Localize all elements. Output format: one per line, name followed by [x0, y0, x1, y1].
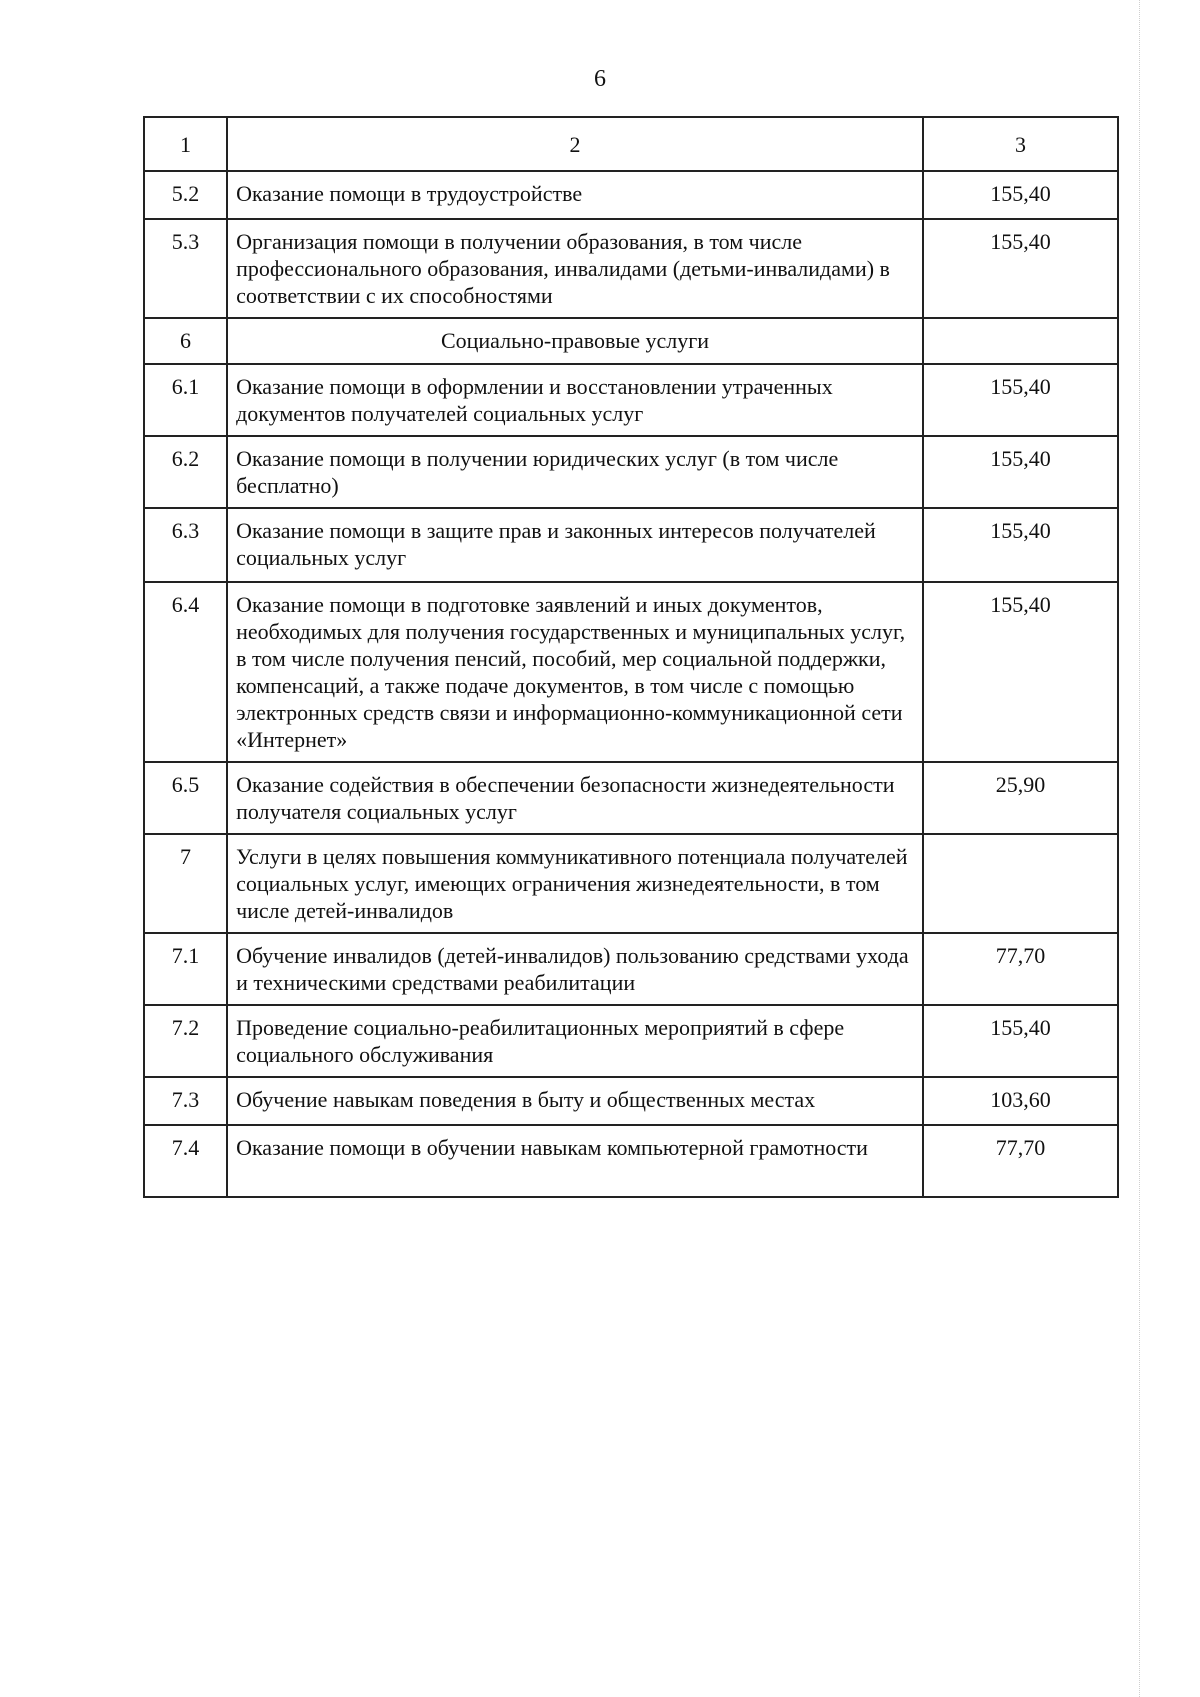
service-description: Оказание содействия в обеспечении безопасности жизнедеятельности получателя социальных услуг — [227, 762, 923, 834]
row-number: 7.2 — [144, 1005, 227, 1077]
row-number: 7.1 — [144, 933, 227, 1005]
row-number: 6.5 — [144, 762, 227, 834]
header-col-3: 3 — [923, 117, 1118, 171]
service-price: 77,70 — [923, 933, 1118, 1005]
table-row — [144, 171, 1118, 219]
service-price: 155,40 — [923, 436, 1118, 508]
service-price: 103,60 — [923, 1077, 1118, 1125]
service-description: Оказание помощи в защите прав и законных интересов получателей социальных услуг — [227, 508, 923, 582]
header-col-1: 1 — [144, 117, 227, 171]
section-title: Услуги в целях повышения коммуникативного потенциала получателей социальных услуг, имеющих ограничения жизнедеятельности, в том числе детей-инвалидов — [227, 834, 923, 933]
services-table — [143, 116, 1119, 1198]
table-header-row — [144, 117, 1118, 171]
table-row — [144, 508, 1118, 582]
section-number: 7 — [144, 834, 227, 933]
service-description: Оказание помощи в обучении навыкам компьютерной грамотности — [227, 1125, 923, 1197]
service-price — [923, 834, 1118, 933]
table-row — [144, 762, 1118, 834]
row-number: 6.3 — [144, 508, 227, 582]
service-price: 155,40 — [923, 219, 1118, 318]
table-row — [144, 1125, 1118, 1197]
service-price: 155,40 — [923, 171, 1118, 219]
table-row — [144, 1077, 1118, 1125]
row-number: 7.4 — [144, 1125, 227, 1197]
table-row — [144, 219, 1118, 318]
service-description: Оказание помощи в трудоустройстве — [227, 171, 923, 219]
service-price: 155,40 — [923, 508, 1118, 582]
scan-edge-line — [1138, 0, 1140, 1697]
service-description: Проведение социально-реабилитационных мероприятий в сфере социального обслуживания — [227, 1005, 923, 1077]
table-row — [144, 582, 1118, 762]
row-number: 6.2 — [144, 436, 227, 508]
service-description: Обучение навыкам поведения в быту и общественных местах — [227, 1077, 923, 1125]
service-description: Оказание помощи в подготовке заявлений и иных документов, необходимых для получения государственных и муниципальных услуг, в том числе получения пенсий, пособий, мер социальной поддержки, компенсаций, а также подаче документов, в том числе с помощью электронных средств связи и информационно-коммуникационной сети «Интернет» — [227, 582, 923, 762]
table-row — [144, 933, 1118, 1005]
service-price: 155,40 — [923, 582, 1118, 762]
section-number: 6 — [144, 318, 227, 364]
section-row — [144, 318, 1118, 364]
service-price: 25,90 — [923, 762, 1118, 834]
service-price: 155,40 — [923, 364, 1118, 436]
service-description: Оказание помощи в оформлении и восстановлении утраченных документов получателей социальных услуг — [227, 364, 923, 436]
section-row — [144, 834, 1118, 933]
row-number: 5.3 — [144, 219, 227, 318]
row-number: 5.2 — [144, 171, 227, 219]
page-number: 6 — [594, 66, 606, 92]
table-row — [144, 1005, 1118, 1077]
service-description: Оказание помощи в получении юридических услуг (в том числе бесплатно) — [227, 436, 923, 508]
service-price: 77,70 — [923, 1125, 1118, 1197]
row-number: 6.4 — [144, 582, 227, 762]
table-row — [144, 364, 1118, 436]
service-price — [923, 318, 1118, 364]
row-number: 6.1 — [144, 364, 227, 436]
service-price: 155,40 — [923, 1005, 1118, 1077]
service-description: Организация помощи в получении образования, в том числе профессионального образования, инвалидами (детьми-инвалидами) в соответствии с их способностями — [227, 219, 923, 318]
header-col-2: 2 — [227, 117, 923, 171]
section-title: Социально-правовые услуги — [227, 318, 923, 364]
table-row — [144, 436, 1118, 508]
service-description: Обучение инвалидов (детей-инвалидов) пользованию средствами ухода и техническими средствами реабилитации — [227, 933, 923, 1005]
row-number: 7.3 — [144, 1077, 227, 1125]
